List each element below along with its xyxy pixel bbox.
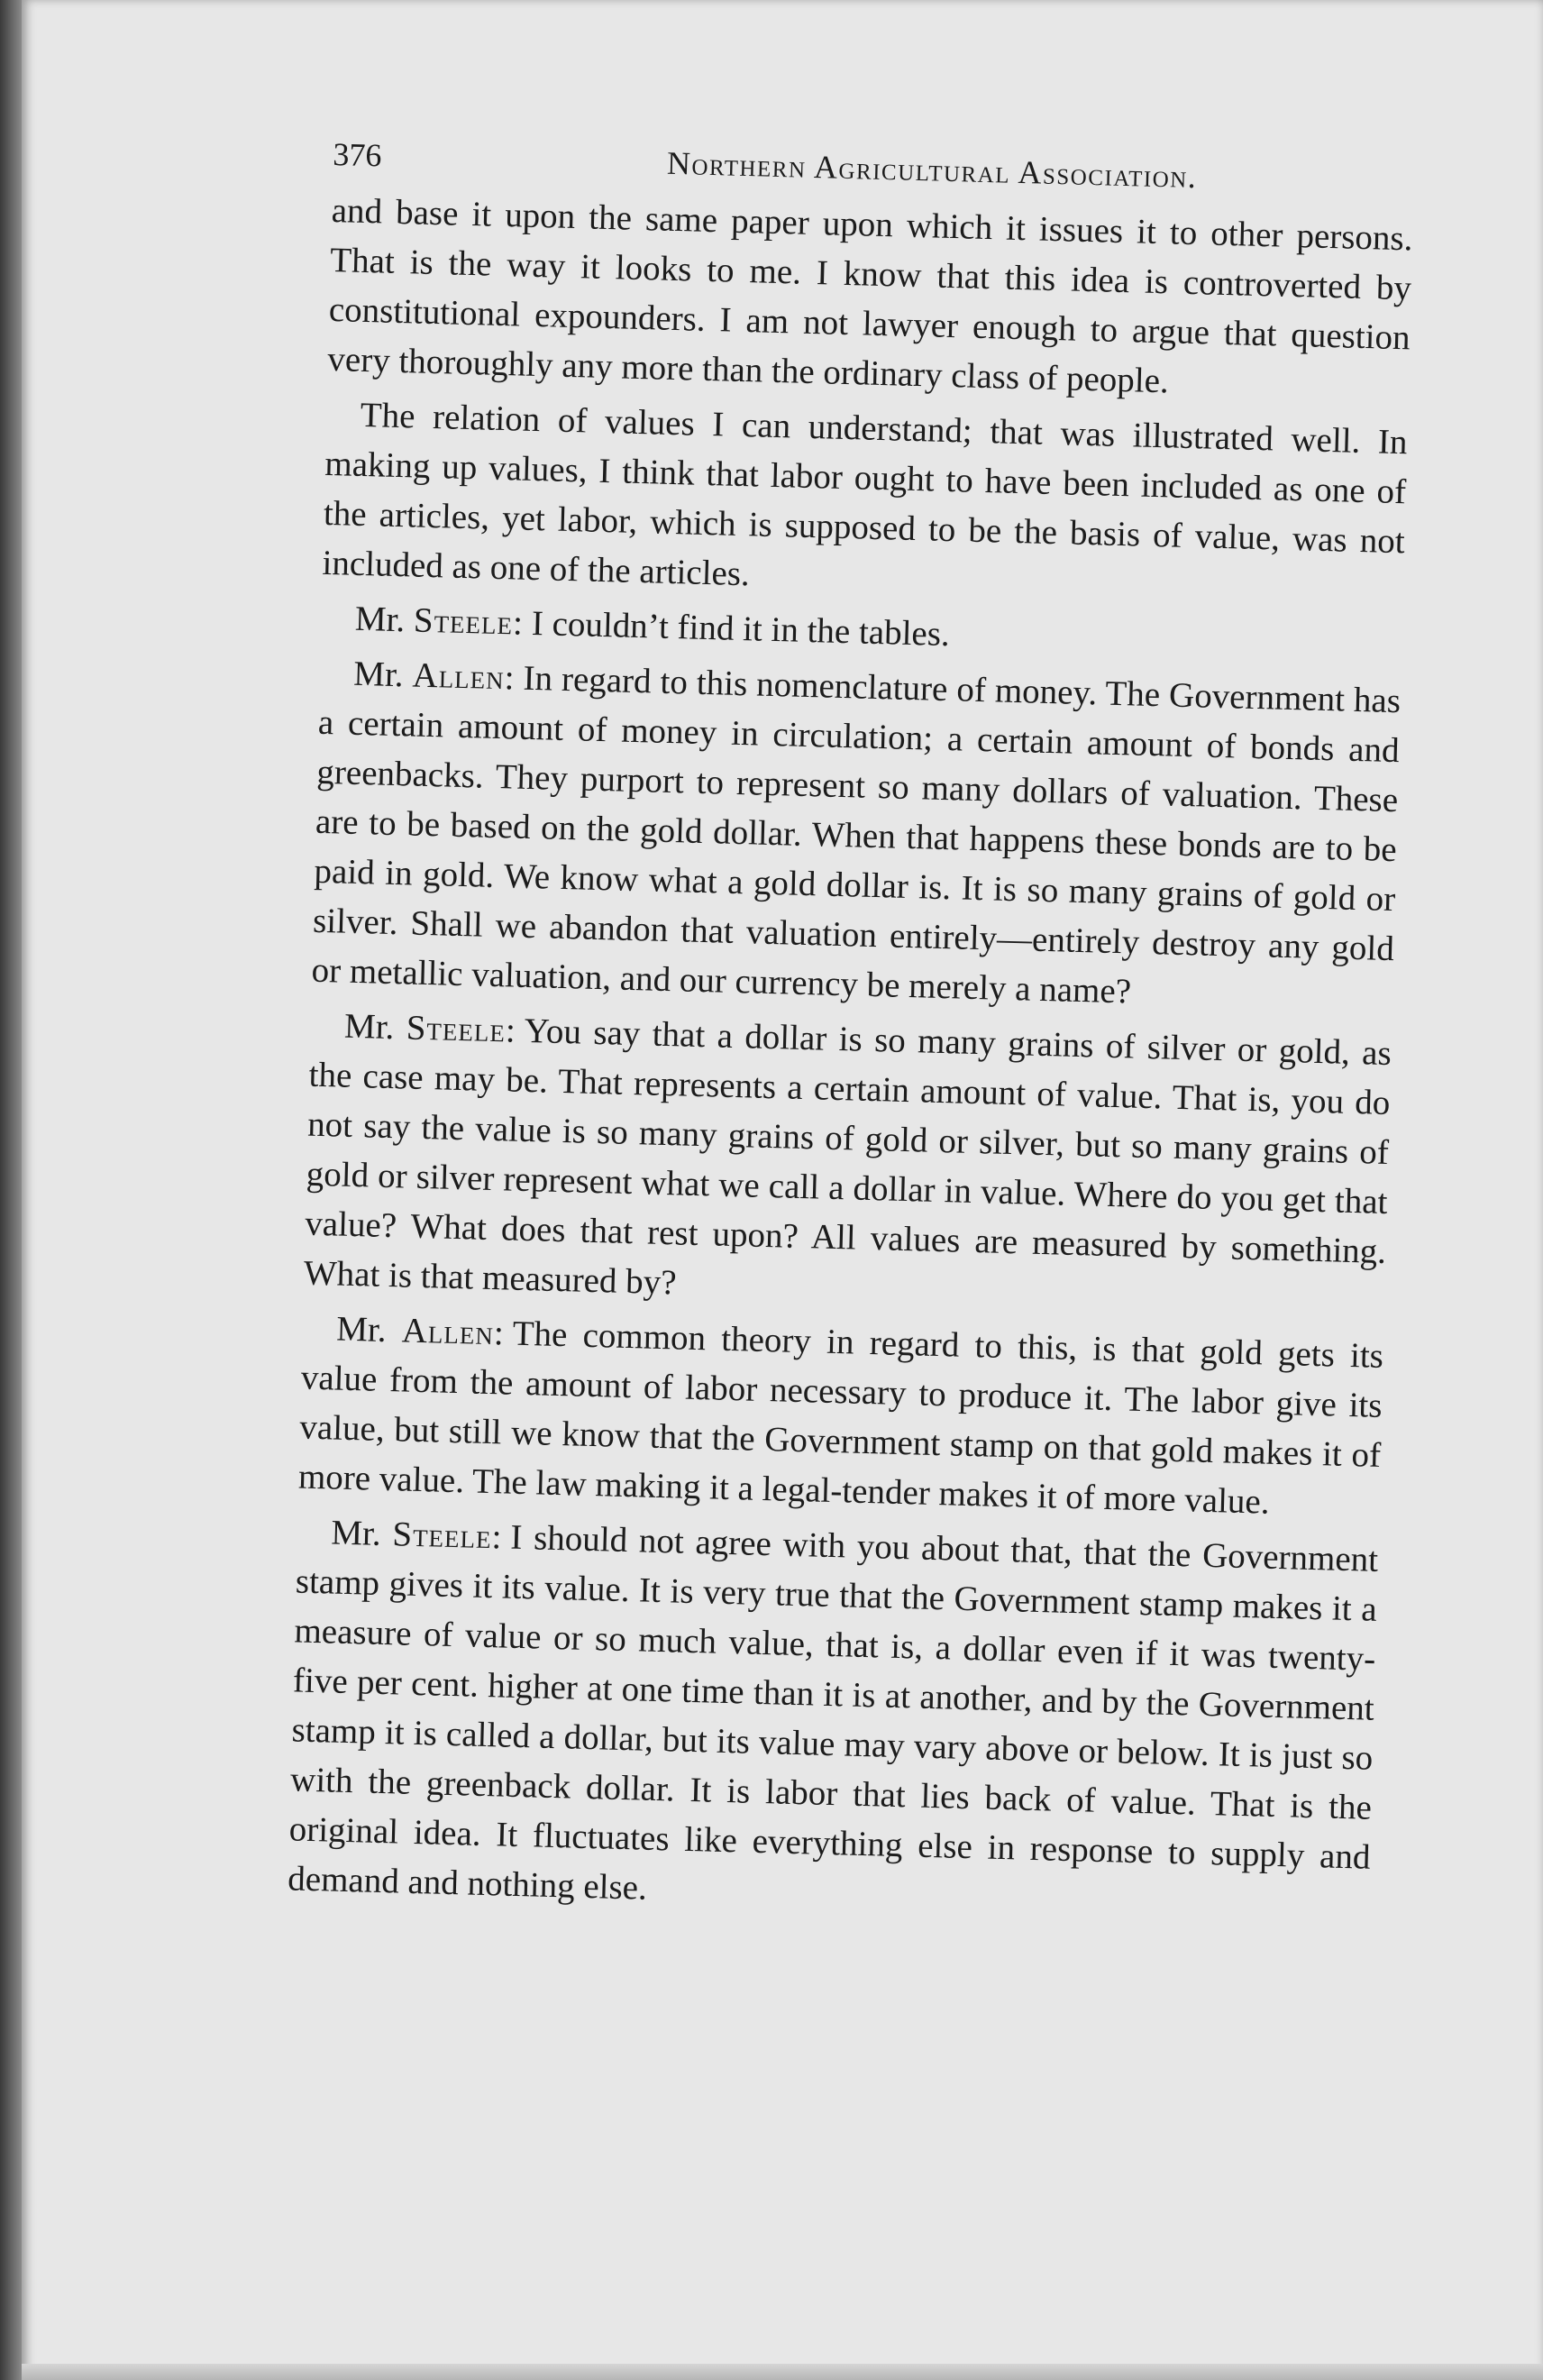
paragraph <box>322 389 1408 616</box>
running-head: Northern Agricultural Association. <box>666 144 1198 196</box>
speaker-colon: : <box>512 603 524 643</box>
paragraph <box>288 1506 1379 1931</box>
paragraph-text: You say that a dollar is so many grains of silver or gold, as the case may be. That represents a certain amount of value. That is, you do not say the value is so many grains of gold or silver, but so many grains of gold or silver represent what we call a dollar in value. Where do you get that value? What does that rest upon? All values are measured by something. What is that measured by? <box>303 1011 1392 1303</box>
speaker-colon: : <box>505 1011 516 1050</box>
paragraph <box>327 186 1413 412</box>
speaker-name: Allen <box>412 655 506 698</box>
paragraph-text: and base it upon the same paper upon which it issues it to other persons. That is the way it looks to me. I know that this idea is controverted by constitutional expounders. I am not lawyer enough to argue that question very thoroughly any more than the ordinary class of people. <box>326 190 1413 401</box>
speaker-colon: : <box>491 1517 502 1557</box>
paragraph-text: The relation of values I can understand; that was illustrated well. In making up values, I think that labor ought to have been included as one of the articles, yet labor, which is supposed to be the basis of value, was not included as one of the articles. <box>322 395 1409 594</box>
speaker-name: Steele <box>406 1008 507 1050</box>
speaker-name: Steele <box>391 1515 493 1557</box>
speaker-name: Steele <box>413 600 514 643</box>
page-text-block <box>288 135 1415 1932</box>
paragraph-text: The common theory in regard to this, is that gold gets its value from the amount of labor necessary to produce it. The labor give its value, but still we know that the Government stamp on that gold makes it of more value. The law making it a legal-tender makes it of more value. <box>297 1314 1384 1522</box>
speaker-title: Mr. <box>343 1006 407 1048</box>
speaker-colon: : <box>493 1314 505 1353</box>
paragraph-text: In regard to this nomenclature of money. The Government has a certain amount of money in circulation; a certain amount of bonds and greenbacks. They purport to represent so many dollars of valuation. These are to be based on the gold dollar. When that happens these bonds are to be paid in gold. We know what a gold dollar is. It is so many grains of gold or silver. Shall we abandon that valuation entirely—entirely destroy any gold or metallic valuation, and our currency be merely a name? <box>311 658 1401 1012</box>
speaker-name: Allen <box>401 1311 495 1353</box>
paragraph <box>297 1304 1383 1530</box>
page-number: 376 <box>332 135 382 174</box>
speaker-title: Mr. <box>352 654 414 695</box>
speaker-title: Mr. <box>330 1513 394 1554</box>
paragraph-text: I should not agree with you about that, that the Government stamp gives it its value. It is very true that the Government stamp makes it a measure of value or so much value, that is, a dollar even if it was twenty-five per cent. higher at one time than it is at another, and by the Government stamp it is called a dollar, but its value may vary above or below. It is just so with the greenback dollar. It is labor that lies back of value. That is the original idea. It fluctuates like everything else in response to supply and demand and nothing else. <box>287 1517 1379 1908</box>
body-text <box>288 186 1413 1932</box>
speaker-title: Mr. <box>335 1309 403 1350</box>
speaker-colon: : <box>504 658 516 698</box>
speaker-title: Mr. <box>354 599 415 640</box>
paragraph-text: I couldn’t find it in the tables. <box>531 603 951 654</box>
book-spine-shadow <box>0 0 22 2380</box>
paragraph <box>311 648 1401 1023</box>
paragraph <box>303 1001 1392 1326</box>
page-bottom-edge <box>22 2364 1543 2380</box>
